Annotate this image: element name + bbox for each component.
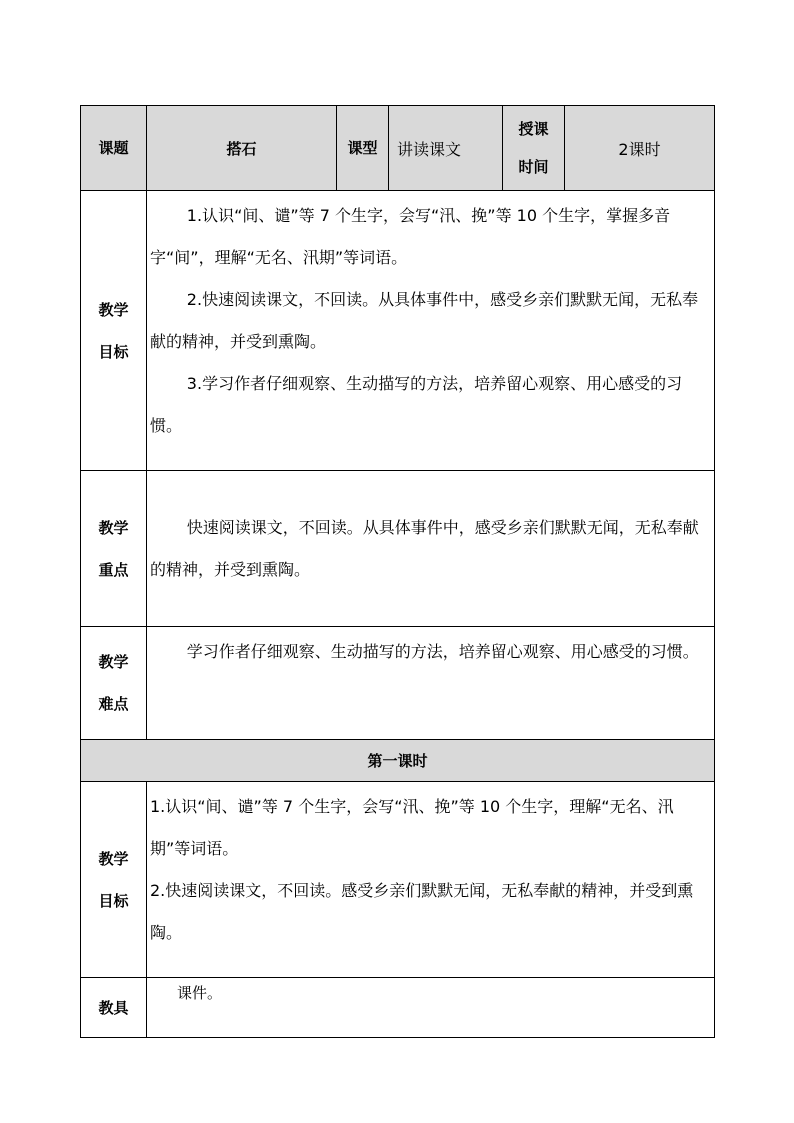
difficulty-content <box>147 627 715 740</box>
focus-content <box>147 471 715 627</box>
type-label: 课型 <box>337 106 389 191</box>
goal-item: 1.认识“间、谴”等 7 个生字，会写“汛、挽”等 10 个生字，掌握多音字“间”，理解“无名、汛期”等词语。 <box>150 206 671 267</box>
lesson1-goals-label-line1: 教学 <box>98 849 129 868</box>
goals-content <box>147 191 715 471</box>
focus-label-line2: 重点 <box>98 560 129 579</box>
lesson1-goals-row <box>81 782 715 978</box>
goal-item: 2.快速阅读课文，不回读。从具体事件中，感受乡亲们默默无闻，无私奉献的精神，并受到熏陶。 <box>150 290 699 351</box>
lesson1-goals-label <box>81 782 147 978</box>
lesson1-title: 第一课时 <box>81 740 715 782</box>
time-label <box>503 106 565 191</box>
time-value: 2课时 <box>565 106 715 191</box>
focus-label-line1: 教学 <box>98 518 129 537</box>
lesson1-goals-label-line2: 目标 <box>98 891 129 910</box>
tools-label: 教具 <box>81 978 147 1038</box>
topic-label: 课题 <box>81 106 147 191</box>
topic-value: 搭石 <box>147 106 337 191</box>
time-label-line1: 授课 <box>518 120 549 138</box>
tools-row <box>81 978 715 1038</box>
lesson1-goal-item: 1.认识“间、谴”等 7 个生字，会写“汛、挽”等 10 个生字，理解“无名、汛期”等词语。 <box>150 797 674 858</box>
time-label-line2: 时间 <box>518 158 549 176</box>
lesson1-goals-content <box>147 782 715 978</box>
goal-item: 3.学习作者仔细观察、生动描写的方法，培养留心观察、用心感受的习惯。 <box>150 374 683 435</box>
difficulty-row <box>81 627 715 740</box>
focus-text: 快速阅读课文，不回读。从具体事件中，感受乡亲们默默无闻，无私奉献的精神，并受到熏陶。 <box>150 517 699 579</box>
lesson-plan-table <box>80 105 715 1038</box>
difficulty-label-line1: 教学 <box>98 653 129 671</box>
goals-label-line2: 目标 <box>98 342 129 361</box>
focus-label <box>81 471 147 627</box>
difficulty-text: 学习作者仔细观察、生动描写的方法，培养留心观察、用心感受的习惯。 <box>186 642 699 661</box>
goals-label <box>81 191 147 471</box>
goals-row <box>81 191 715 471</box>
header-row <box>81 106 715 191</box>
focus-row <box>81 471 715 627</box>
tools-value: 课件。 <box>147 978 715 1038</box>
type-value: 讲读课文 <box>389 106 503 191</box>
difficulty-label-line2: 难点 <box>98 695 129 713</box>
lesson1-goal-item: 2.快速阅读课文，不回读。感受乡亲们默默无闻，无私奉献的精神，并受到熏陶。 <box>150 881 694 942</box>
goals-label-line1: 教学 <box>98 300 129 319</box>
difficulty-label <box>81 627 147 740</box>
lesson1-title-row <box>81 740 715 782</box>
